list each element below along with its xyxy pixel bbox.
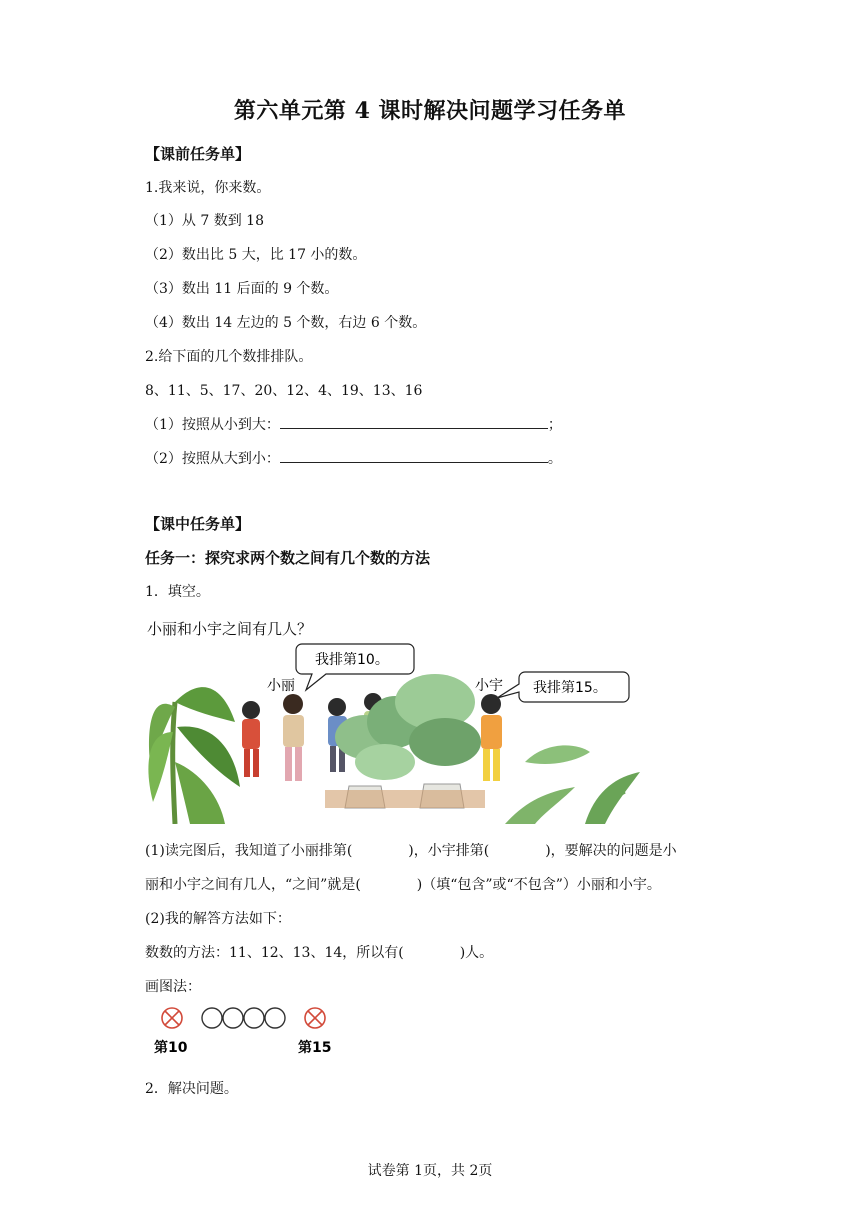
label-10th: 第10 [154,1040,188,1056]
circle-diagram [150,1000,350,1062]
order-ascending-label: （1）按照从小到大： [145,417,280,433]
fill-in-heading: 1．填空。 [145,584,210,600]
child-1 [242,701,260,777]
drawing-method-label: 画图法： [145,979,201,995]
page-title: 第六单元第 4 课时解决问题学习任务单 [233,98,627,124]
order-descending-row [145,448,562,468]
circle-2 [223,1008,243,1028]
q1-item-2: （2）数出比 5 大，比 17 小的数。 [145,247,367,263]
banana-plant-left [148,687,240,824]
question-1: 1.我来说，你来数。 [145,180,271,196]
crossed-circle-left [162,1008,182,1028]
counting-method: 数数的方法：11、12、13、14，所以有( )人。 [145,945,494,961]
potted-plants [325,674,485,808]
queue-illustration-svg [145,612,655,824]
bubble-right-text: 我排第15。 [533,680,607,696]
order-descending-label: （2）按照从大到小： [145,451,280,467]
fill-line-1: (1)读完图后，我知道了小丽排第( )，小宇排第( )，要解决的问题是小 [145,843,677,859]
number-list: 8、11、5、17、20、12、4、19、13、16 [145,383,423,399]
circle-3 [244,1008,264,1028]
figure-question: 小丽和小宇之间有几人？ [147,620,313,638]
order-ascending-row [145,414,562,434]
label-15th: 第15 [298,1040,332,1056]
circle-4 [265,1008,285,1028]
queue-illustration [145,612,655,824]
in-class-header: 【课中任务单】 [145,515,251,533]
q1-item-3: （3）数出 11 后面的 9 个数。 [145,281,339,297]
solution-heading: (2)我的解答方法如下： [145,911,291,927]
plant-right [505,745,640,824]
child-xiaoyu [481,694,502,781]
circle-1 [202,1008,222,1028]
name-left: 小丽 [267,678,295,694]
q1-item-4: （4）数出 14 左边的 5 个数，右边 6 个数。 [145,315,427,331]
order-ascending-end: ； [547,417,562,433]
page-footer: 试卷第 1页，共 2页 [367,1163,493,1179]
circle-diagram-svg [150,1000,350,1062]
order-descending-end: 。 [547,451,562,467]
task-one-title: 任务一：探究求两个数之间有几个数的方法 [145,549,431,567]
crossed-circle-right [305,1008,325,1028]
child-xiaoli [283,694,304,781]
q1-item-1: （1）从 7 数到 18 [145,213,264,229]
order-ascending-blank[interactable] [280,414,548,429]
pre-class-header: 【课前任务单】 [145,145,251,163]
fill-line-2: 丽和小宇之间有几人，“之间”就是( )（填“包含”或“不包含”）小丽和小宇。 [145,877,661,893]
order-descending-blank[interactable] [280,448,548,463]
question-2-solve: 2．解决问题。 [145,1081,238,1097]
bubble-left-text: 我排第10。 [315,652,389,668]
name-right: 小宇 [475,678,503,694]
question-2: 2.给下面的几个数排排队。 [145,349,313,365]
